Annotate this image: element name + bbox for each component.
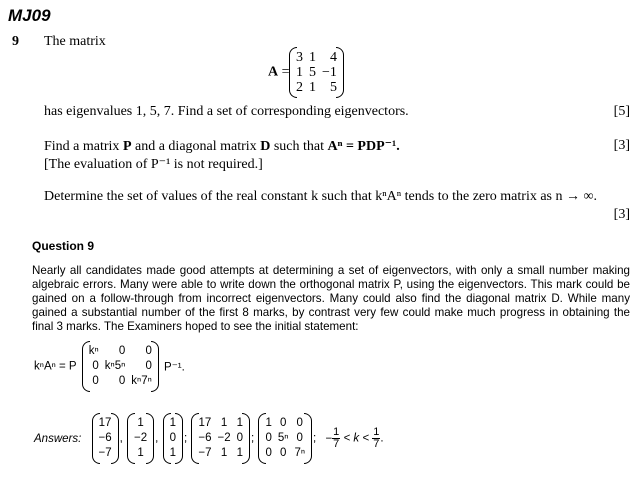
statement-lhs: kⁿAⁿ = P	[34, 360, 77, 373]
matrix-a-cell: 4	[329, 50, 337, 65]
matrix-a-cell: 5	[329, 80, 337, 95]
statement-matrix-cell: 0	[118, 375, 126, 387]
question-intro: The matrix	[44, 34, 106, 49]
matrix-d-cell: 0	[279, 447, 287, 459]
matrix-a-cell: 3	[296, 50, 304, 65]
fraction-left: $\frac{1}{7}$	[333, 426, 340, 450]
matrix-p-cell: −2	[217, 432, 231, 444]
part-b-note: [The evaluation of P⁻¹ is not required.]	[44, 157, 263, 172]
fraction-right: $\frac{1}{7}$	[373, 426, 380, 450]
answers-label: Answers:	[34, 432, 82, 445]
statement-rhs: P⁻¹.	[164, 361, 185, 374]
header-code: MJ09	[8, 6, 51, 25]
part-b-marks: [3]	[613, 138, 630, 153]
answer-matrix-d	[262, 416, 308, 461]
matrix-a-equation: A = 3 1 4 1 5 −1 2 1 5	[268, 50, 340, 95]
matrix-a-cell: 2	[296, 80, 304, 95]
question-number: 9	[12, 34, 19, 49]
matrix-a-cell: 5	[309, 65, 317, 80]
initial-statement	[34, 344, 185, 389]
statement-matrix-cell: 0	[145, 345, 152, 357]
statement-matrix-cell: kⁿ	[88, 345, 99, 357]
statement-matrix-cell: kⁿ5ⁿ	[104, 360, 126, 372]
inequality-end: .	[380, 432, 384, 445]
matrix-p-cell: 1	[220, 417, 228, 429]
vector-2-cell: 1	[137, 417, 144, 429]
matrix-d-cell: 0	[279, 417, 287, 429]
matrix-d-cell: 0	[296, 432, 303, 444]
matrix-a-cell: 1	[309, 80, 317, 95]
vector-3-cell: 0	[169, 432, 176, 444]
matrix-d-cell: 0	[296, 417, 303, 429]
matrix-p-cell: 1	[220, 447, 228, 459]
matrix-d-cell: 0	[265, 432, 272, 444]
vector-3-cell: 1	[169, 447, 176, 459]
matrix-p-cell: 1	[236, 447, 244, 459]
statement-matrix-cell: 0	[92, 375, 99, 387]
statement-matrix-cell: kⁿ7ⁿ	[131, 375, 152, 387]
part-b-text: Find a matrix P and a diagonal matrix D such that Aⁿ = PDP⁻¹.	[44, 139, 400, 154]
matrix-a-cell: −1	[322, 65, 337, 80]
matrix-p-cell: 1	[236, 417, 244, 429]
part-c-text: Determine the set of values of the real constant k such that kⁿAⁿ tends to the zero matrix as n → ∞.	[44, 189, 597, 204]
part-a-text: has eigenvalues 1, 5, 7. Find a set of corresponding eigenvectors.	[44, 104, 409, 119]
matrix-p-cell: −7	[198, 447, 212, 459]
vector-1-cell: −7	[98, 447, 112, 459]
answer-vector-3	[167, 416, 179, 461]
part-a-marks: [5]	[613, 104, 630, 119]
statement-matrix-cell: 0	[118, 345, 126, 357]
report-comment: Nearly all candidates made good attempts at determining a set of eigenvectors, with only a small number making algebraic errors. Many were able to write down the orthogonal matrix P, using the eigenvectors. This mark could be gained on a follow-through from incorrect eigenvectors. Many could also find the diagonal matrix D. While many gained a substantial number of the first 8 marks, by contrast very few could make much progress in obtaining the final 3 marks. The Examiners hoped to see the initial statement:	[32, 264, 630, 333]
matrix-d-cell: 0	[265, 447, 272, 459]
answer-vector-1	[96, 416, 115, 461]
statement-matrix	[86, 344, 155, 389]
matrix-p-cell: 0	[236, 432, 244, 444]
statement-matrix-cell: 0	[145, 360, 152, 372]
inequality-prefix: −	[325, 432, 333, 445]
vector-3-cell: 1	[169, 417, 176, 429]
vector-1-cell: −6	[98, 432, 112, 444]
matrix-d-cell: 7ⁿ	[294, 447, 306, 459]
matrix-a-cell: 1	[309, 50, 317, 65]
inequality-mid: < k <	[343, 432, 370, 445]
statement-matrix-cell: 0	[92, 360, 99, 372]
vector-2-cell: −2	[134, 432, 148, 444]
report-heading: Question 9	[32, 239, 95, 253]
part-c-marks: [3]	[613, 207, 630, 222]
vector-2-cell: 1	[137, 447, 144, 459]
answer-matrix-p	[195, 416, 246, 461]
matrix-p-cell: 17	[198, 417, 212, 429]
answer-vector-2	[131, 416, 150, 461]
answers-row: Answers: 17 −6 −7 , 1 −2 1 , 1 0 1 ; 17 1 1 −6 −2 0 −7 1 1 ; 1 0 0 0 5ⁿ 0 0 0 7ⁿ ; − $\frac{1}{7}$ < k < $\frac{1}{7}$ .	[34, 416, 384, 461]
matrix-d-cell: 5ⁿ	[277, 432, 289, 444]
matrix-d-cell: 1	[265, 417, 272, 429]
matrix-p-cell: −6	[198, 432, 212, 444]
vector-1-cell: 17	[98, 417, 112, 429]
matrix-a	[293, 50, 340, 95]
matrix-a-cell: 1	[296, 65, 304, 80]
matrix-name: A	[268, 64, 279, 80]
